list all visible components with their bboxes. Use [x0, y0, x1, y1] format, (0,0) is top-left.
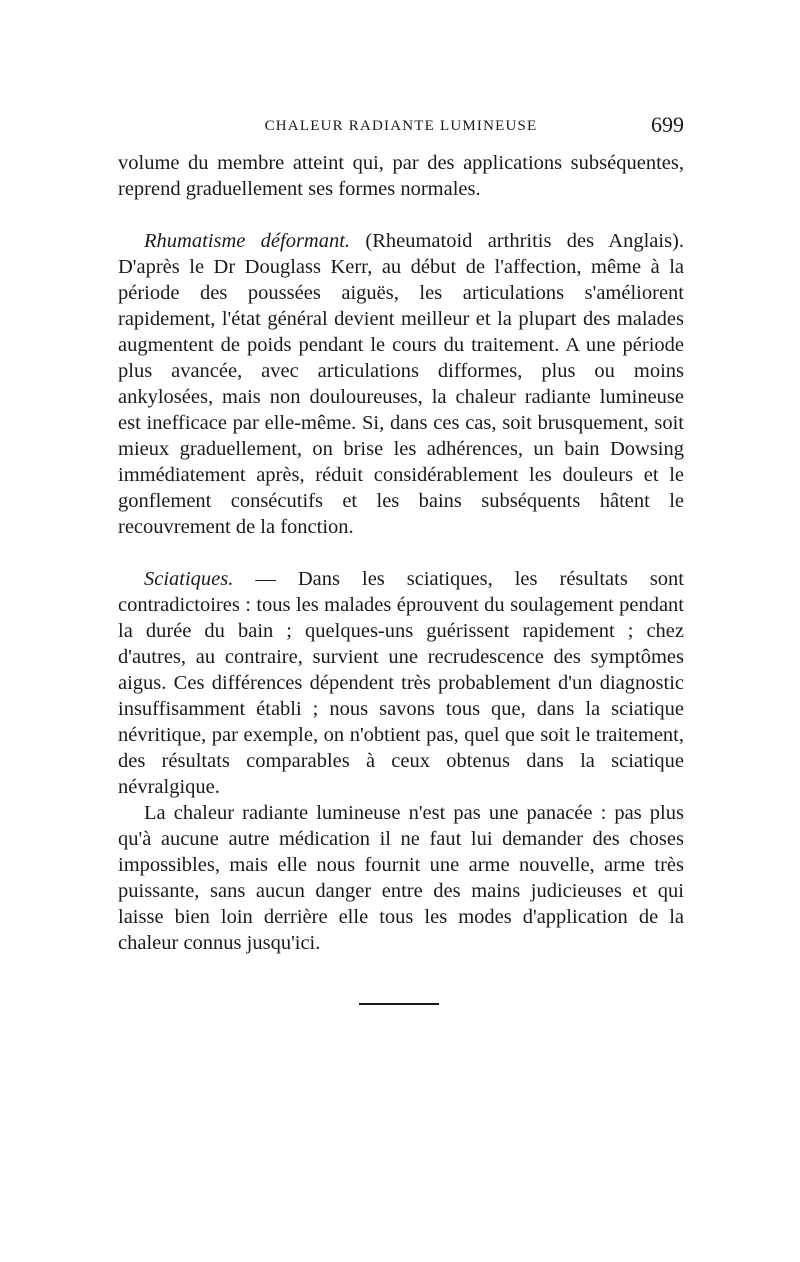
- section-heading-rhumatisme: Rhumatisme déformant.: [144, 230, 351, 252]
- body-text: [118, 150, 684, 956]
- paragraph-rhumatisme: [118, 228, 684, 540]
- section-heading-sciatiques: Sciatiques.: [144, 568, 234, 590]
- paragraph-sciatiques-text: — Dans les sciatiques, les résultats sont contradictoires : tous les malades éprouvent du soulagement pendant la durée du bain ; quelques-uns guérissent rapidement ; chez d'autres, au contraire, survient une recrudescence des symptômes aigus. Ces différences dépendent très probablement d'un diagnostic insuffisamment établi ; nous savons tous que, dans la sciatique névritique, par exemple, on n'obtient pas, quel que soit le traitement, des résultats comparables à ceux obtenus dans la sciatique névralgique.: [118, 568, 684, 798]
- paragraph-rhumatisme-text: (Rheumatoid arthritis des Anglais). D'après le Dr Douglass Kerr, au début de l'affection, même à la période des poussées aiguës, les articulations s'améliorent rapidement, l'état général devient meilleur et la plupart des malades augmentent de poids pendant le cours du traitement. A une période plus avancée, avec articulations difformes, plus ou moins ankylosées, mais non douloureuses, la chaleur radiante lumineuse est inefficace par elle-même. Si, dans ces cas, soit brusquement, soit mieux graduellement, on brise les adhérences, un bain Dowsing immédiatement après, réduit considérablement les douleurs et le gonflement consécutifs et les bains subséquents hâtent le recouvrement de la fonction.: [118, 230, 685, 538]
- paragraph-sciatiques: [118, 566, 684, 800]
- section-gap: [118, 202, 684, 228]
- paragraph-conclusion: La chaleur radiante lumineuse n'est pas une panacée : pas plus qu'à aucune autre médication il ne faut lui demander des choses impossibles, mais elle nous fournit une arme nouvelle, arme très puissante, sans aucun danger entre des mains judicieuses et qui laisse bien loin derrière elle tous les modes d'application de la chaleur connus jusqu'ici.: [118, 802, 684, 954]
- paragraph-continuation: volume du membre atteint qui, par des applications subséquentes, reprend graduellement ses formes normales.: [118, 152, 684, 200]
- page-number: 699: [651, 112, 684, 137]
- running-title: CHALEUR RADIANTE LUMINEUSE: [264, 118, 538, 134]
- section-gap: [118, 540, 684, 566]
- end-rule: [359, 1003, 439, 1005]
- running-header: [118, 112, 684, 142]
